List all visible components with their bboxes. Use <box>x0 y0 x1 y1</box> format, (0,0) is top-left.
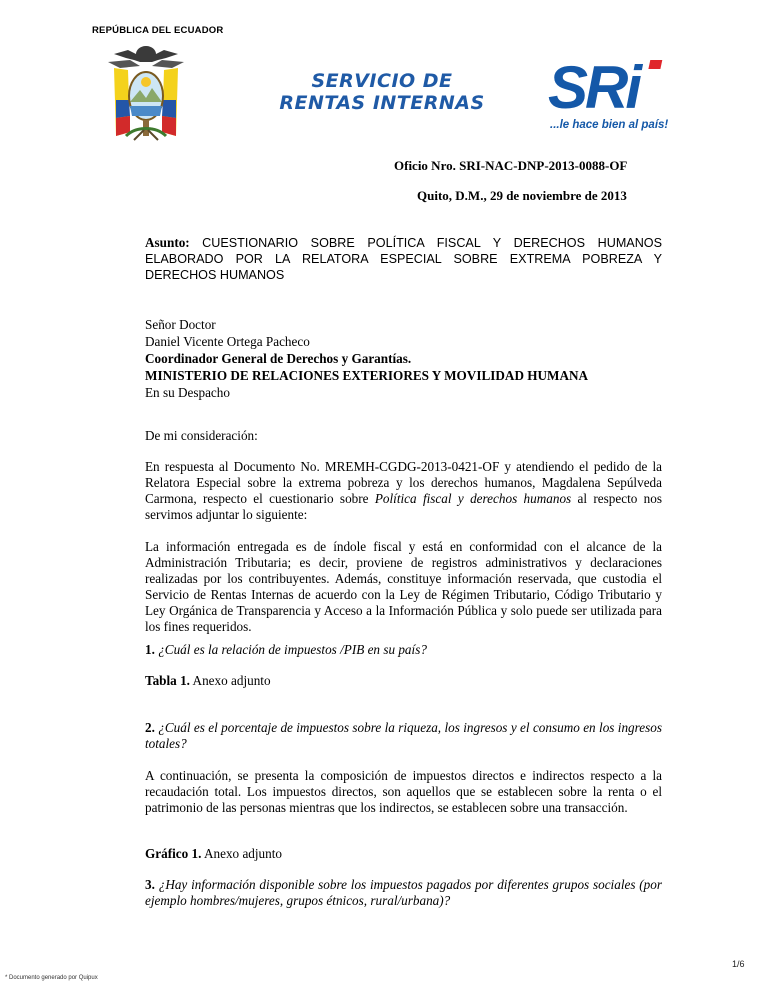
table-1-label: Tabla 1. <box>145 673 190 688</box>
chart-1-text: Anexo adjunto <box>203 846 282 861</box>
footer-note: * Documento generado por Quipux <box>5 975 98 981</box>
table-1-text: Anexo adjunto <box>192 673 271 688</box>
paragraph-response-a: En respuesta al Documento No. MREMH-CGDG-2013-0421-OF y atendiendo el pedido de la Relatora Especial sobre la extrema pobreza y los derechos humanos, Magdalena Sepúlveda Carmona, respecto el cuestionario sobre <box>145 459 662 506</box>
agency-title-line2: RENTAS INTERNAS <box>279 92 485 114</box>
agency-title <box>262 70 502 114</box>
recipient-block <box>145 316 662 401</box>
sri-logo-slogan: ...le hace bien al país! <box>550 119 669 131</box>
oficio-number: Oficio Nro. SRI-NAC-DNP-2013-0088-OF <box>394 158 628 173</box>
paragraph-response <box>145 459 662 523</box>
recipient-salutation: Señor Doctor <box>145 317 216 332</box>
document-date: Quito, D.M., 29 de noviembre de 2013 <box>417 188 627 203</box>
agency-title-line1: SERVICIO DE <box>311 70 453 92</box>
paragraph-information: La información entregada es de índole fiscal y está en conformidad con el alcance de la Administración Tributaria; es decir, proviene de registros administrativos y declaraciones realizadas por los contribuyentes. Además, constituye información reservada, que custodia el Servicio de Rentas Internas de acuerdo con la Ley de Régimen Tributario, Código Tributario y Ley Orgánica de Transparencia y Acceso a la Información Pública y solo puede ser utilizada para los fines requeridos. <box>145 539 662 634</box>
sri-logo <box>544 52 674 134</box>
table-1-reference <box>145 673 662 689</box>
paragraph-response-emphasis: Política fiscal y derechos humanos <box>374 491 572 506</box>
question-3-number: 3. <box>145 877 155 892</box>
greeting: De mi consideración: <box>145 428 258 443</box>
question-2 <box>145 720 662 752</box>
recipient-position: Coordinador General de Derechos y Garantías. <box>145 351 412 366</box>
question-1-number: 1. <box>145 642 155 657</box>
asunto-text: CUESTIONARIO SOBRE POLÍTICA FISCAL Y DERECHOS HUMANOS ELABORADO POR LA RELATORA ESPECIAL SOBRE EXTREMA POBREZA Y DERECHOS HUMANOS <box>145 236 663 282</box>
paragraph-composition: A continuación, se presenta la composición de impuestos directos e indirectos respecto a la recaudación total. Los impuestos directos, son aquellos que se establecen sobre la renta o el patrimonio de las personas mientras que los indirectos, se establecen sobre una transacción. <box>145 768 662 815</box>
chart-1-label: Gráfico 1. <box>145 846 202 861</box>
question-1 <box>145 642 662 658</box>
recipient-name: Daniel Vicente Ortega Pacheco <box>145 334 310 349</box>
question-2-text: ¿Cuál es el porcentaje de impuestos sobre la riqueza, los ingresos y el consumo en los ingresos totales? <box>145 720 663 751</box>
recipient-location: En su Despacho <box>145 385 230 400</box>
page-number: 1/6 <box>732 959 745 969</box>
recipient-institution: MINISTERIO DE RELACIONES EXTERIORES Y MOVILIDAD HUMANA <box>145 368 589 383</box>
ecuador-coat-of-arms-icon <box>100 40 192 148</box>
asunto <box>145 235 662 283</box>
sri-logo-text: SRi <box>548 54 640 121</box>
question-1-text: ¿Cuál es la relación de impuestos /PIB en su país? <box>158 642 427 657</box>
country-header: REPÚBLICA DEL ECUADOR <box>92 25 224 36</box>
asunto-label: Asunto: <box>145 235 190 250</box>
question-3 <box>145 877 662 909</box>
paragraph-response-b: al respecto nos servimos adjuntar lo siguiente: <box>145 491 662 522</box>
question-3-text: ¿Hay información disponible sobre los impuestos pagados por diferentes grupos sociales (por ejemplo hombres/mujeres, grupos étnicos, rural/urbana)? <box>145 877 662 908</box>
question-2-number: 2. <box>145 720 155 735</box>
chart-1-reference <box>145 846 662 862</box>
